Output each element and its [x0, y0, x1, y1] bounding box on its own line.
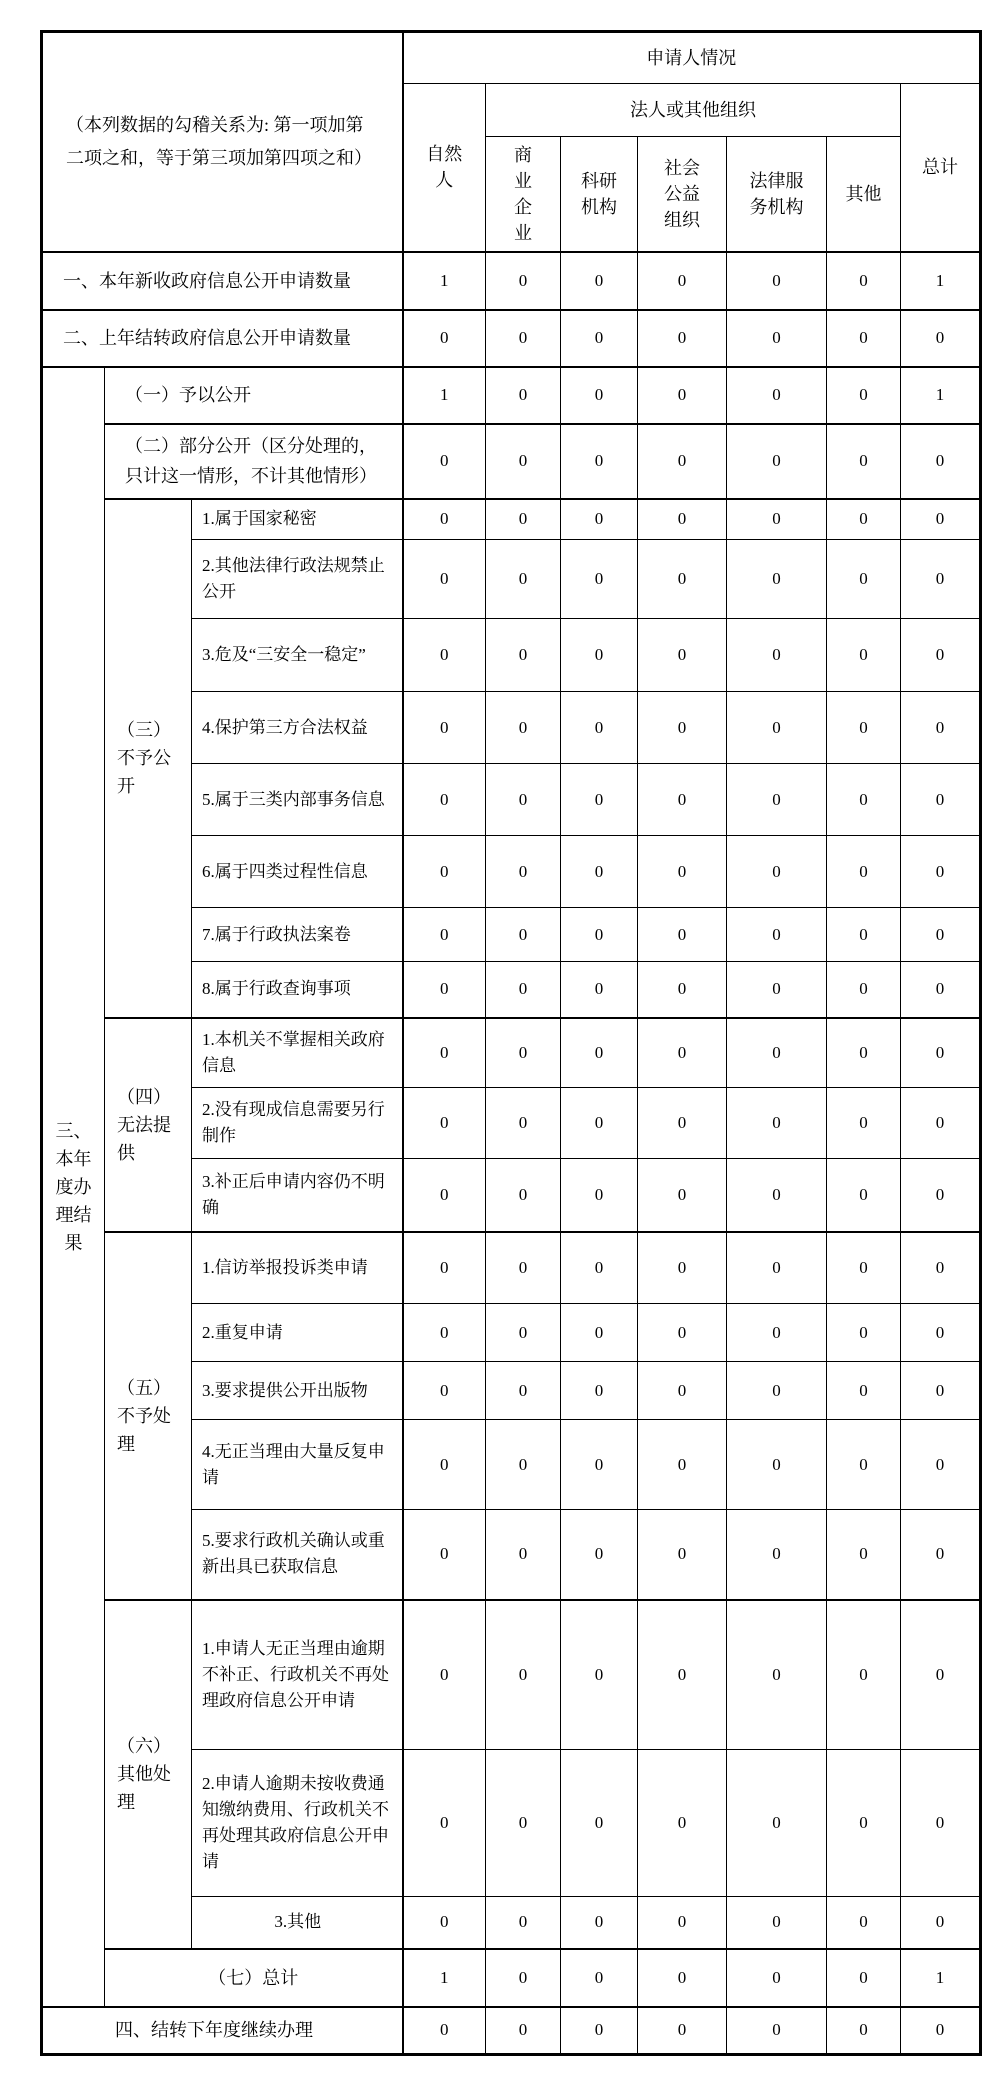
value-cell: 0	[561, 1304, 638, 1362]
value-cell: 0	[486, 499, 561, 540]
value-cell: 0	[827, 1600, 901, 1750]
col-header-natural-person: 自然人	[403, 84, 486, 252]
section-current-year-results: 三、本年度办理结果	[42, 367, 105, 2007]
value-cell: 0	[901, 619, 981, 692]
item-unjustified-mass-repeat: 4.无正当理由大量反复申请	[192, 1420, 403, 1510]
value-cell: 0	[638, 619, 727, 692]
value-cell: 0	[403, 540, 486, 619]
value-cell: 0	[727, 310, 827, 367]
value-cell: 0	[727, 908, 827, 962]
value-cell: 0	[403, 424, 486, 499]
value-cell: 0	[638, 499, 727, 540]
value-cell: 0	[486, 1510, 561, 1600]
value-cell: 0	[901, 1510, 981, 1600]
value-cell: 0	[638, 310, 727, 367]
item-endanger-three-safety: 3.危及“三安全一稳定”	[192, 619, 403, 692]
value-cell: 0	[638, 836, 727, 908]
value-cell: 0	[901, 424, 981, 499]
value-cell: 0	[486, 1018, 561, 1088]
value-cell: 0	[486, 1362, 561, 1420]
value-cell: 0	[901, 908, 981, 962]
value-cell: 0	[727, 424, 827, 499]
col-header-research: 科研机构	[561, 137, 638, 252]
group-not-processed: （五）不予处理	[105, 1232, 192, 1600]
value-cell: 0	[901, 1362, 981, 1420]
value-cell: 0	[727, 764, 827, 836]
value-cell: 0	[901, 540, 981, 619]
item-protect-third-party: 4.保护第三方合法权益	[192, 692, 403, 764]
value-cell: 0	[486, 2007, 561, 2055]
group-granted-disclosure: （一）予以公开	[105, 367, 403, 424]
value-cell: 0	[827, 764, 901, 836]
item-enforcement-files: 7.属于行政执法案卷	[192, 908, 403, 962]
value-cell: 0	[727, 1304, 827, 1362]
value-cell: 0	[901, 499, 981, 540]
value-cell: 0	[486, 1750, 561, 1897]
value-cell: 0	[727, 1949, 827, 2007]
value-cell: 0	[827, 1750, 901, 1897]
value-cell: 0	[727, 540, 827, 619]
value-cell: 0	[901, 1018, 981, 1088]
value-cell: 0	[901, 764, 981, 836]
value-cell: 0	[486, 962, 561, 1018]
item-confirm-or-reissue-obtained-info: 5.要求行政机关确认或重新出具已获取信息	[192, 1510, 403, 1600]
item-state-secret: 1.属于国家秘密	[192, 499, 403, 540]
value-cell: 0	[727, 367, 827, 424]
value-cell: 0	[638, 540, 727, 619]
item-other-handling-other: 3.其他	[192, 1897, 403, 1949]
value-cell: 0	[561, 1420, 638, 1510]
value-cell: 0	[638, 367, 727, 424]
value-cell: 0	[486, 540, 561, 619]
value-cell: 0	[827, 499, 901, 540]
value-cell: 0	[901, 1232, 981, 1304]
value-cell: 1	[901, 367, 981, 424]
col-header-business: 商业企业	[486, 137, 561, 252]
value-cell: 0	[901, 1750, 981, 1897]
value-cell: 0	[727, 499, 827, 540]
value-cell: 0	[901, 1420, 981, 1510]
value-cell: 0	[827, 908, 901, 962]
value-cell: 0	[561, 1600, 638, 1750]
value-cell: 0	[727, 962, 827, 1018]
value-cell: 0	[561, 1750, 638, 1897]
group-unable-to-provide: （四）无法提供	[105, 1018, 192, 1232]
legal-org-header: 法人或其他组织	[486, 84, 901, 137]
value-cell: 0	[486, 619, 561, 692]
value-cell: 0	[638, 1018, 727, 1088]
value-cell: 0	[638, 424, 727, 499]
value-cell: 0	[638, 1600, 727, 1750]
value-cell: 0	[561, 619, 638, 692]
value-cell: 0	[561, 962, 638, 1018]
group-partial-disclosure: （二）部分公开（区分处理的，只计这一情形，不计其他情形）	[105, 424, 403, 499]
value-cell: 0	[403, 692, 486, 764]
value-cell: 0	[561, 836, 638, 908]
value-cell: 0	[638, 1750, 727, 1897]
value-cell: 0	[561, 692, 638, 764]
value-cell: 0	[727, 252, 827, 310]
value-cell: 0	[403, 962, 486, 1018]
value-cell: 0	[638, 908, 727, 962]
value-cell: 0	[638, 962, 727, 1018]
value-cell: 0	[901, 692, 981, 764]
value-cell: 0	[727, 2007, 827, 2055]
info-disclosure-application-table	[40, 30, 982, 2056]
item-no-existing-info: 2.没有现成信息需要另行制作	[192, 1088, 403, 1159]
value-cell: 0	[727, 692, 827, 764]
row-new-applications: 一、本年新收政府信息公开申请数量	[42, 252, 403, 310]
value-cell: 0	[403, 2007, 486, 2055]
item-overdue-unpaid-fees: 2.申请人逾期未按收费通知缴纳费用、行政机关不再处理其政府信息公开申请	[192, 1750, 403, 1897]
item-process-info: 6.属于四类过程性信息	[192, 836, 403, 908]
col-header-other: 其他	[827, 137, 901, 252]
group-subtotal: （七）总计	[105, 1949, 403, 2007]
applicant-status-header: 申请人情况	[403, 32, 981, 84]
value-cell: 0	[827, 1232, 901, 1304]
value-cell: 0	[901, 1304, 981, 1362]
value-cell: 0	[638, 1510, 727, 1600]
value-cell: 0	[403, 1510, 486, 1600]
value-cell: 0	[486, 310, 561, 367]
value-cell: 0	[827, 1159, 901, 1232]
value-cell: 0	[486, 1304, 561, 1362]
value-cell: 0	[486, 1897, 561, 1949]
value-cell: 0	[486, 252, 561, 310]
value-cell: 0	[827, 2007, 901, 2055]
value-cell: 0	[403, 310, 486, 367]
row-carried-to-next-year: 四、结转下年度继续办理	[42, 2007, 403, 2055]
value-cell: 1	[403, 367, 486, 424]
value-cell: 1	[403, 252, 486, 310]
value-cell: 0	[727, 1088, 827, 1159]
value-cell: 0	[403, 1232, 486, 1304]
value-cell: 0	[727, 1362, 827, 1420]
value-cell: 0	[727, 836, 827, 908]
value-cell: 0	[486, 424, 561, 499]
value-cell: 0	[827, 1362, 901, 1420]
value-cell: 0	[403, 1304, 486, 1362]
value-cell: 0	[901, 962, 981, 1018]
value-cell: 0	[638, 1362, 727, 1420]
value-cell: 0	[727, 1018, 827, 1088]
value-cell: 0	[827, 692, 901, 764]
item-still-unclear-after-correction: 3.补正后申请内容仍不明确	[192, 1159, 403, 1232]
value-cell: 0	[561, 764, 638, 836]
group-refused-disclosure: （三）不予公开	[105, 499, 192, 1018]
value-cell: 0	[727, 1420, 827, 1510]
value-cell: 0	[486, 764, 561, 836]
item-repeated-application: 2.重复申请	[192, 1304, 403, 1362]
value-cell: 0	[561, 1897, 638, 1949]
item-public-publications: 3.要求提供公开出版物	[192, 1362, 403, 1420]
value-cell: 1	[403, 1949, 486, 2007]
value-cell: 0	[403, 836, 486, 908]
value-cell: 0	[727, 619, 827, 692]
value-cell: 0	[486, 1088, 561, 1159]
value-cell: 0	[827, 619, 901, 692]
value-cell: 0	[561, 1362, 638, 1420]
value-cell: 0	[486, 1232, 561, 1304]
value-cell: 0	[561, 252, 638, 310]
item-petition-complaint: 1.信访举报投诉类申请	[192, 1232, 403, 1304]
value-cell: 0	[486, 1159, 561, 1232]
value-cell: 0	[403, 1897, 486, 1949]
value-cell: 0	[486, 1949, 561, 2007]
value-cell: 0	[403, 1159, 486, 1232]
value-cell: 0	[486, 692, 561, 764]
value-cell: 0	[638, 1304, 727, 1362]
value-cell: 0	[638, 1159, 727, 1232]
value-cell: 0	[561, 1510, 638, 1600]
value-cell: 0	[727, 1750, 827, 1897]
value-cell: 0	[901, 1897, 981, 1949]
value-cell: 0	[827, 1304, 901, 1362]
value-cell: 0	[486, 367, 561, 424]
value-cell: 0	[901, 836, 981, 908]
col-header-legal-service: 法律服务机构	[727, 137, 827, 252]
value-cell: 0	[638, 1420, 727, 1510]
value-cell: 0	[403, 764, 486, 836]
value-cell: 0	[403, 1750, 486, 1897]
value-cell: 0	[638, 252, 727, 310]
value-cell: 0	[403, 1088, 486, 1159]
value-cell: 0	[403, 1362, 486, 1420]
group-other-handling: （六）其他处理	[105, 1600, 192, 1949]
value-cell: 0	[561, 1232, 638, 1304]
value-cell: 0	[901, 1088, 981, 1159]
value-cell: 0	[403, 908, 486, 962]
value-cell: 0	[827, 1510, 901, 1600]
value-cell: 0	[901, 1159, 981, 1232]
value-cell: 0	[561, 1018, 638, 1088]
value-cell: 0	[403, 1420, 486, 1510]
value-cell: 0	[403, 499, 486, 540]
value-cell: 0	[486, 908, 561, 962]
value-cell: 0	[827, 1420, 901, 1510]
value-cell: 0	[638, 1897, 727, 1949]
value-cell: 0	[827, 252, 901, 310]
value-cell: 0	[727, 1897, 827, 1949]
value-cell: 0	[561, 540, 638, 619]
item-administrative-query: 8.属于行政查询事项	[192, 962, 403, 1018]
value-cell: 0	[486, 836, 561, 908]
value-cell: 0	[901, 1600, 981, 1750]
note-cell: （本列数据的勾稽关系为: 第一项加第二项之和，等于第三项加第四项之和）	[42, 32, 403, 252]
value-cell: 0	[901, 310, 981, 367]
item-internal-affairs-info: 5.属于三类内部事务信息	[192, 764, 403, 836]
value-cell: 0	[638, 2007, 727, 2055]
value-cell: 0	[827, 367, 901, 424]
value-cell: 0	[561, 310, 638, 367]
item-other-law-prohibited: 2.其他法律行政法规禁止公开	[192, 540, 403, 619]
value-cell: 0	[561, 1159, 638, 1232]
value-cell: 1	[901, 252, 981, 310]
value-cell: 0	[727, 1159, 827, 1232]
value-cell: 0	[901, 2007, 981, 2055]
value-cell: 0	[403, 1018, 486, 1088]
value-cell: 0	[486, 1420, 561, 1510]
value-cell: 0	[827, 424, 901, 499]
value-cell: 0	[827, 1949, 901, 2007]
value-cell: 0	[727, 1600, 827, 1750]
value-cell: 0	[561, 424, 638, 499]
value-cell: 0	[561, 1088, 638, 1159]
value-cell: 0	[827, 540, 901, 619]
value-cell: 0	[638, 764, 727, 836]
value-cell: 0	[561, 2007, 638, 2055]
item-overdue-no-correction: 1.申请人无正当理由逾期不补正、行政机关不再处理政府信息公开申请	[192, 1600, 403, 1750]
value-cell: 0	[727, 1232, 827, 1304]
value-cell: 0	[827, 836, 901, 908]
value-cell: 0	[827, 962, 901, 1018]
value-cell: 0	[727, 1510, 827, 1600]
value-cell: 0	[827, 1018, 901, 1088]
value-cell: 0	[638, 1088, 727, 1159]
value-cell: 0	[638, 1949, 727, 2007]
value-cell: 0	[638, 692, 727, 764]
value-cell: 0	[827, 1088, 901, 1159]
item-not-held-by-agency: 1.本机关不掌握相关政府信息	[192, 1018, 403, 1088]
value-cell: 0	[403, 1600, 486, 1750]
col-header-total: 总计	[901, 84, 981, 252]
value-cell: 0	[827, 310, 901, 367]
value-cell: 0	[561, 367, 638, 424]
value-cell: 0	[403, 619, 486, 692]
value-cell: 0	[638, 1232, 727, 1304]
value-cell: 0	[561, 1949, 638, 2007]
value-cell: 1	[901, 1949, 981, 2007]
value-cell: 0	[561, 499, 638, 540]
value-cell: 0	[827, 1897, 901, 1949]
row-carried-over-applications: 二、上年结转政府信息公开申请数量	[42, 310, 403, 367]
value-cell: 0	[561, 908, 638, 962]
col-header-social-org: 社会公益组织	[638, 137, 727, 252]
value-cell: 0	[486, 1600, 561, 1750]
